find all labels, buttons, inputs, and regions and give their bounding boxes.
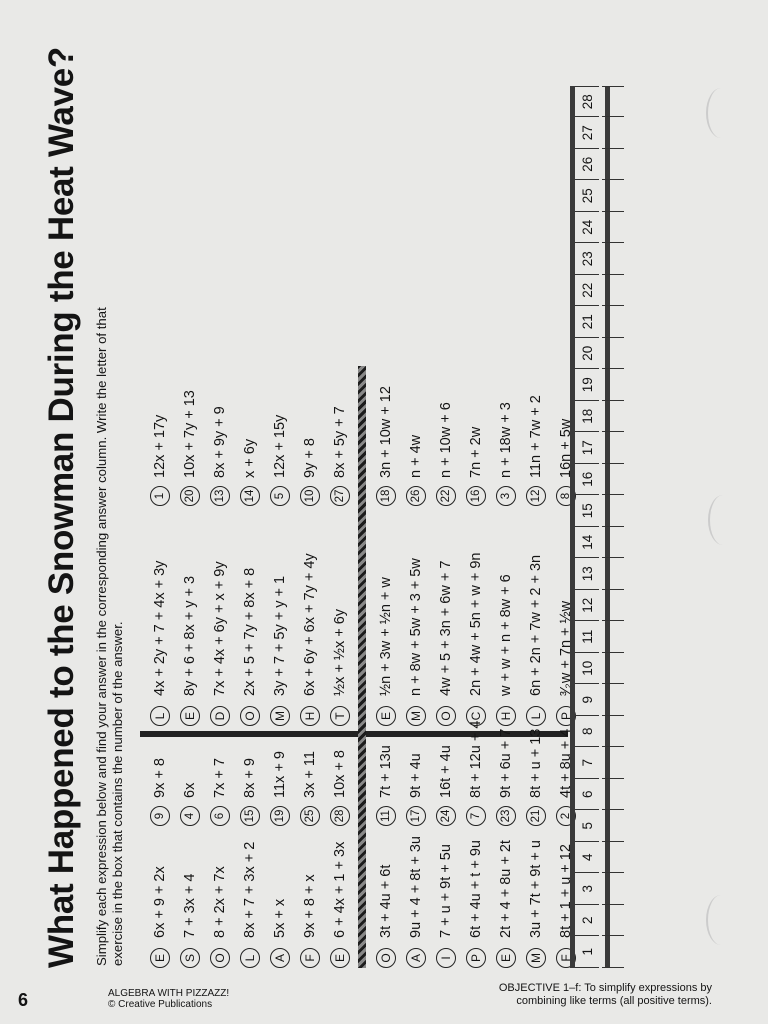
- exercise-expression: 3t + 4u + 6t: [377, 864, 394, 938]
- grid-number-cell: 22: [575, 275, 599, 307]
- answer-number: 19: [270, 806, 290, 826]
- exercise-expression: 3y + 7 + 5y + y + 1: [271, 575, 288, 696]
- grid-number-cell: 13: [575, 559, 599, 591]
- answer-value: 9t + 6u + 7: [497, 728, 514, 798]
- exercise-row: [402, 558, 429, 726]
- answer-number: 23: [496, 806, 516, 826]
- exercise-letter: E: [496, 948, 516, 968]
- answer-grid-boxes: [602, 86, 624, 968]
- objective-line-2: combining like terms (all positive terms).: [516, 995, 712, 1007]
- exercise-row: [462, 553, 489, 727]
- rotated-worksheet: [40, 47, 640, 968]
- exercise-letter: E: [330, 948, 350, 968]
- exercise-letter: H: [496, 706, 516, 726]
- answer-number: 2: [556, 806, 576, 826]
- answer-row: [326, 750, 353, 826]
- answer-row: [296, 751, 323, 826]
- exercise-expression: 7 + u + 9t + 5u: [437, 844, 454, 938]
- exercise-expression: 6 + 4x + 1 + 3x: [331, 841, 348, 938]
- answer-number: 20: [180, 486, 200, 506]
- answer-value: 11n + 7w + 2: [527, 395, 544, 478]
- grid-answer-box[interactable]: [602, 496, 624, 528]
- exercise-row: [326, 842, 353, 968]
- exercise-expression: 9u + 4 + 8t + 3u: [407, 836, 424, 938]
- answer-row: [522, 395, 549, 506]
- answer-number: 4: [180, 806, 200, 826]
- exercise-expression: 3u + 7t + 9t + u: [527, 840, 544, 938]
- exercise-row: [402, 836, 429, 968]
- answer-value: 7x + 7: [211, 758, 228, 798]
- answer-row: [522, 729, 549, 826]
- answer-value: 9y + 8: [301, 438, 318, 478]
- exercise-row: [206, 866, 233, 968]
- exercise-sheet: [140, 366, 574, 968]
- answer-number: 28: [330, 806, 350, 826]
- exercise-expression: 5x + x: [271, 898, 288, 938]
- grid-number-cell: 6: [575, 779, 599, 811]
- page-number: 6: [18, 990, 29, 1010]
- exercise-letter: M: [270, 706, 290, 726]
- answer-row: [176, 390, 203, 506]
- exercise-expression: n + 8w + 5w + 3 + 5w: [407, 558, 424, 696]
- answer-value: 8x + 5y + 7: [331, 406, 348, 478]
- grid-number-cell: 14: [575, 527, 599, 559]
- grid-number-cell: 15: [575, 496, 599, 528]
- exercise-expression: 2n + 4w + 5n + w + 9n: [467, 552, 484, 696]
- answer-value: 10x + 8: [331, 750, 348, 798]
- exercise-letter: T: [330, 706, 350, 726]
- exercise-letter: F: [300, 948, 320, 968]
- exercise-letter: A: [406, 948, 426, 968]
- answer-value: 16t + 4u: [437, 745, 454, 798]
- exercise-letter: L: [240, 948, 260, 968]
- answer-number: 12: [526, 486, 546, 506]
- exercise-row: [492, 840, 519, 968]
- grid-answer-box[interactable]: [602, 559, 624, 591]
- answer-row: [492, 402, 519, 506]
- grid-number-cell: 26: [575, 149, 599, 181]
- answer-row: [402, 753, 429, 826]
- exercise-expression: w + w + n + 8w + 6: [497, 574, 514, 696]
- grid-answer-box[interactable]: [602, 779, 624, 811]
- grid-number-cell: 28: [575, 86, 599, 118]
- answer-row: [206, 758, 233, 826]
- exercise-expression: 6t + 4u + t + 9u: [467, 840, 484, 938]
- answer-row: [236, 758, 263, 826]
- answer-value: 9t + 4u: [407, 753, 424, 798]
- exercise-row: [296, 553, 323, 726]
- exercise-expression: 2x + 5 + 7y + 8x + 8: [241, 567, 258, 696]
- publisher-line-2: © Creative Publications: [108, 999, 213, 1010]
- punch-hole: [706, 88, 736, 138]
- exercise-row: [266, 576, 293, 726]
- exercise-letter: C: [466, 706, 486, 726]
- answer-value: x + 6y: [241, 438, 258, 478]
- answer-row: [326, 406, 353, 506]
- grid-answer-box[interactable]: [602, 149, 624, 181]
- exercise-letter: H: [300, 706, 320, 726]
- answer-row: [432, 402, 459, 506]
- grid-number-cell: 16: [575, 464, 599, 496]
- grid-answer-box[interactable]: [602, 685, 624, 717]
- answer-number: 10: [300, 486, 320, 506]
- grid-number-cell: 21: [575, 307, 599, 339]
- answer-value: 4t + 8u + 4: [557, 728, 574, 798]
- grid-answer-box[interactable]: [602, 401, 624, 433]
- exercise-row: [146, 561, 173, 726]
- exercise-row: [146, 866, 173, 968]
- answer-value: 3x + 11: [301, 751, 318, 798]
- answer-number: 27: [330, 486, 350, 506]
- answer-row: [462, 427, 489, 506]
- grid-number-cell: 27: [575, 118, 599, 150]
- answer-number: 3: [496, 486, 516, 506]
- grid-answer-box[interactable]: [602, 653, 624, 685]
- exercise-expression: ½n + 3w + ½n + w: [377, 577, 394, 696]
- grid-answer-box[interactable]: [602, 874, 624, 906]
- grid-answer-box[interactable]: [602, 118, 624, 150]
- grid-answer-box[interactable]: [602, 338, 624, 370]
- exercise-expression: 8t + 1 + u + 12: [557, 844, 574, 938]
- grid-answer-box[interactable]: [602, 464, 624, 496]
- exercise-row: [296, 874, 323, 968]
- exercise-expression: ½x + ½x + 6y: [331, 608, 348, 696]
- grid-answer-box[interactable]: [602, 905, 624, 937]
- exercise-row: [462, 840, 489, 968]
- grid-number-cell: 10: [575, 653, 599, 685]
- answer-number: 9: [150, 806, 170, 826]
- instructions: Simplify each expression below and find your answer in the corresponding answer column. Write the letter of that exercise in the box that contains the number of the answer.: [94, 307, 125, 966]
- grid-number-cell: 12: [575, 590, 599, 622]
- answer-number: 7: [466, 806, 486, 826]
- answer-value: 8x + 9: [241, 758, 258, 798]
- grid-number-cell: 18: [575, 401, 599, 433]
- exercise-letter: E: [376, 706, 396, 726]
- answer-number: 14: [240, 486, 260, 506]
- grid-number-cell: 9: [575, 685, 599, 717]
- exercise-expression: 9x + 8 + x: [301, 874, 318, 938]
- answer-value: 16n + 5w: [557, 418, 574, 478]
- grid-answer-box[interactable]: [602, 433, 624, 465]
- exercise-letter: P: [466, 948, 486, 968]
- grid-answer-box[interactable]: [602, 212, 624, 244]
- grid-number-cell: 19: [575, 370, 599, 402]
- answer-row: [236, 439, 263, 506]
- exercise-row: [206, 561, 233, 726]
- grid-answer-box[interactable]: [602, 811, 624, 843]
- grid-answer-box[interactable]: [602, 370, 624, 402]
- answer-value: 10x + 7y + 13: [181, 390, 198, 478]
- answer-number: 11: [376, 806, 396, 826]
- grid-answer-box[interactable]: [602, 622, 624, 654]
- grid-number-cell: 24: [575, 212, 599, 244]
- exercise-letter: S: [180, 948, 200, 968]
- answer-value: n + 4w: [407, 434, 424, 478]
- exercise-expression: 4x + 2y + 7 + 4x + 3y: [151, 560, 168, 696]
- exercise-row: [432, 561, 459, 726]
- exercise-row: [326, 609, 353, 726]
- answer-number: 26: [406, 486, 426, 506]
- answer-value: 6x: [181, 782, 198, 798]
- grid-answer-box[interactable]: [602, 307, 624, 339]
- answer-value: 8t + 12u + 4: [467, 720, 484, 798]
- answer-row: [432, 745, 459, 826]
- grid-number-cell: 3: [575, 874, 599, 906]
- exercise-letter: E: [150, 948, 170, 968]
- exercise-letter: O: [210, 948, 230, 968]
- objective-line-1: OBJECTIVE 1–f: To simplify expressions by: [498, 982, 712, 994]
- footer-publisher: [108, 988, 229, 1010]
- exercise-letter: M: [406, 706, 426, 726]
- exercise-letter: F: [556, 948, 576, 968]
- grid-answer-box[interactable]: [602, 937, 624, 969]
- punch-hole: [706, 895, 736, 945]
- exercise-letter: I: [436, 948, 456, 968]
- exercise-expression: 6x + 9 + 2x: [151, 866, 168, 938]
- grid-number-cell: 2: [575, 905, 599, 937]
- exercise-expression: 8 + 2x + 7x: [211, 866, 228, 938]
- grid-number-cell: 7: [575, 748, 599, 780]
- exercise-expression: 6n + 2n + 7w + 2 + 3n: [527, 554, 544, 696]
- answer-number: 5: [270, 486, 290, 506]
- grid-number-cell: 17: [575, 433, 599, 465]
- answer-number: 22: [436, 486, 456, 506]
- grid-answer-box[interactable]: [602, 716, 624, 748]
- exercise-row: [266, 899, 293, 968]
- publisher-line-1: ALGEBRA WITH PIZZAZZ!: [108, 988, 230, 999]
- exercise-row: [522, 840, 549, 968]
- answer-value: 7n + 2w: [467, 426, 484, 478]
- answer-row: [372, 745, 399, 826]
- exercise-row: [236, 842, 263, 968]
- answer-row: [462, 721, 489, 826]
- answer-value: 3n + 10w + 12: [377, 386, 394, 478]
- horizontal-divider: [358, 366, 366, 968]
- grid-answer-box[interactable]: [602, 181, 624, 213]
- exercise-expression: ³⁄₂w + 7n + ½w: [557, 600, 574, 696]
- answer-row: [296, 438, 323, 506]
- grid-number-cell: 25: [575, 181, 599, 213]
- exercise-letter: M: [526, 948, 546, 968]
- answer-value: 12x + 15y: [271, 414, 288, 478]
- exercise-row: [176, 874, 203, 969]
- grid-number-cell: 23: [575, 244, 599, 276]
- exercise-row: [372, 865, 399, 968]
- exercise-expression: 6x + 6y + 6x + 7y + 4y: [301, 553, 318, 696]
- grid-number-cell: 4: [575, 842, 599, 874]
- answer-number: 1: [150, 486, 170, 506]
- exercise-row: [492, 574, 519, 726]
- exercise-letter: E: [180, 706, 200, 726]
- answer-value: 9x + 8: [151, 758, 168, 798]
- answer-row: [266, 751, 293, 826]
- grid-number-cell: 1: [575, 937, 599, 969]
- answer-value: 7t + 13u: [377, 745, 394, 798]
- answer-number: 21: [526, 806, 546, 826]
- answer-value: 8t + u + 13: [527, 728, 544, 798]
- answer-number: 16: [466, 486, 486, 506]
- exercise-letter: L: [150, 706, 170, 726]
- answer-row: [492, 729, 519, 826]
- exercise-expression: 8y + 6 + 8x + y + 3: [181, 575, 198, 696]
- answer-number: 25: [300, 806, 320, 826]
- grid-answer-box[interactable]: [602, 86, 624, 118]
- answer-value: n + 10w + 6: [437, 402, 454, 478]
- exercise-expression: 7x + 4x + 6y + x + 9y: [211, 561, 228, 696]
- exercise-letter: D: [210, 706, 230, 726]
- answer-row: [372, 386, 399, 506]
- grid-answer-box[interactable]: [602, 590, 624, 622]
- exercise-row: [522, 555, 549, 726]
- grid-answer-box[interactable]: [602, 275, 624, 307]
- grid-number-cell: 5: [575, 811, 599, 843]
- answer-row: [402, 435, 429, 506]
- exercise-letter: L: [526, 706, 546, 726]
- exercise-letter: O: [376, 948, 396, 968]
- answer-number: 6: [210, 806, 230, 826]
- answer-number: 17: [406, 806, 426, 826]
- answer-number: 13: [210, 486, 230, 506]
- answer-row: [266, 415, 293, 506]
- exercise-expression: 8x + 7 + 3x + 2: [241, 841, 258, 938]
- answer-row: [146, 415, 173, 506]
- exercise-letter: O: [240, 706, 260, 726]
- grid-number-cell: 11: [575, 622, 599, 654]
- exercise-row: [236, 568, 263, 726]
- answer-number: 18: [376, 486, 396, 506]
- exercise-row: [372, 577, 399, 726]
- answer-row: [206, 406, 233, 506]
- grid-answer-box[interactable]: [602, 842, 624, 874]
- answer-number: 24: [436, 806, 456, 826]
- exercise-row: [176, 576, 203, 726]
- grid-answer-box[interactable]: [602, 748, 624, 780]
- answer-value: 11x + 9: [271, 751, 288, 798]
- grid-number-cell: 8: [575, 716, 599, 748]
- answer-number: 8: [556, 486, 576, 506]
- exercise-letter: P: [556, 706, 576, 726]
- answer-value: 12x + 17y: [151, 414, 168, 478]
- grid-number-cell: 20: [575, 338, 599, 370]
- answer-number: 15: [240, 806, 260, 826]
- exercise-row: [432, 844, 459, 968]
- grid-answer-box[interactable]: [602, 527, 624, 559]
- exercise-letter: O: [436, 706, 456, 726]
- exercise-expression: 4w + 5 + 3n + 6w + 7: [437, 560, 454, 696]
- answer-row: [146, 758, 173, 826]
- grid-answer-box[interactable]: [602, 244, 624, 276]
- answer-value: n + 18w + 3: [497, 402, 514, 478]
- exercise-expression: 2t + 4 + 8u + 2t: [497, 840, 514, 938]
- exercise-expression: 7 + 3x + 4: [181, 873, 198, 938]
- answer-value: 8x + 9y + 9: [211, 406, 228, 478]
- punch-hole: [708, 495, 738, 545]
- footer-objective: [442, 982, 712, 1008]
- exercise-letter: A: [270, 948, 290, 968]
- page-title: What Happened to the Snowman During the Heat Wave?: [42, 47, 81, 968]
- answer-row: [176, 783, 203, 826]
